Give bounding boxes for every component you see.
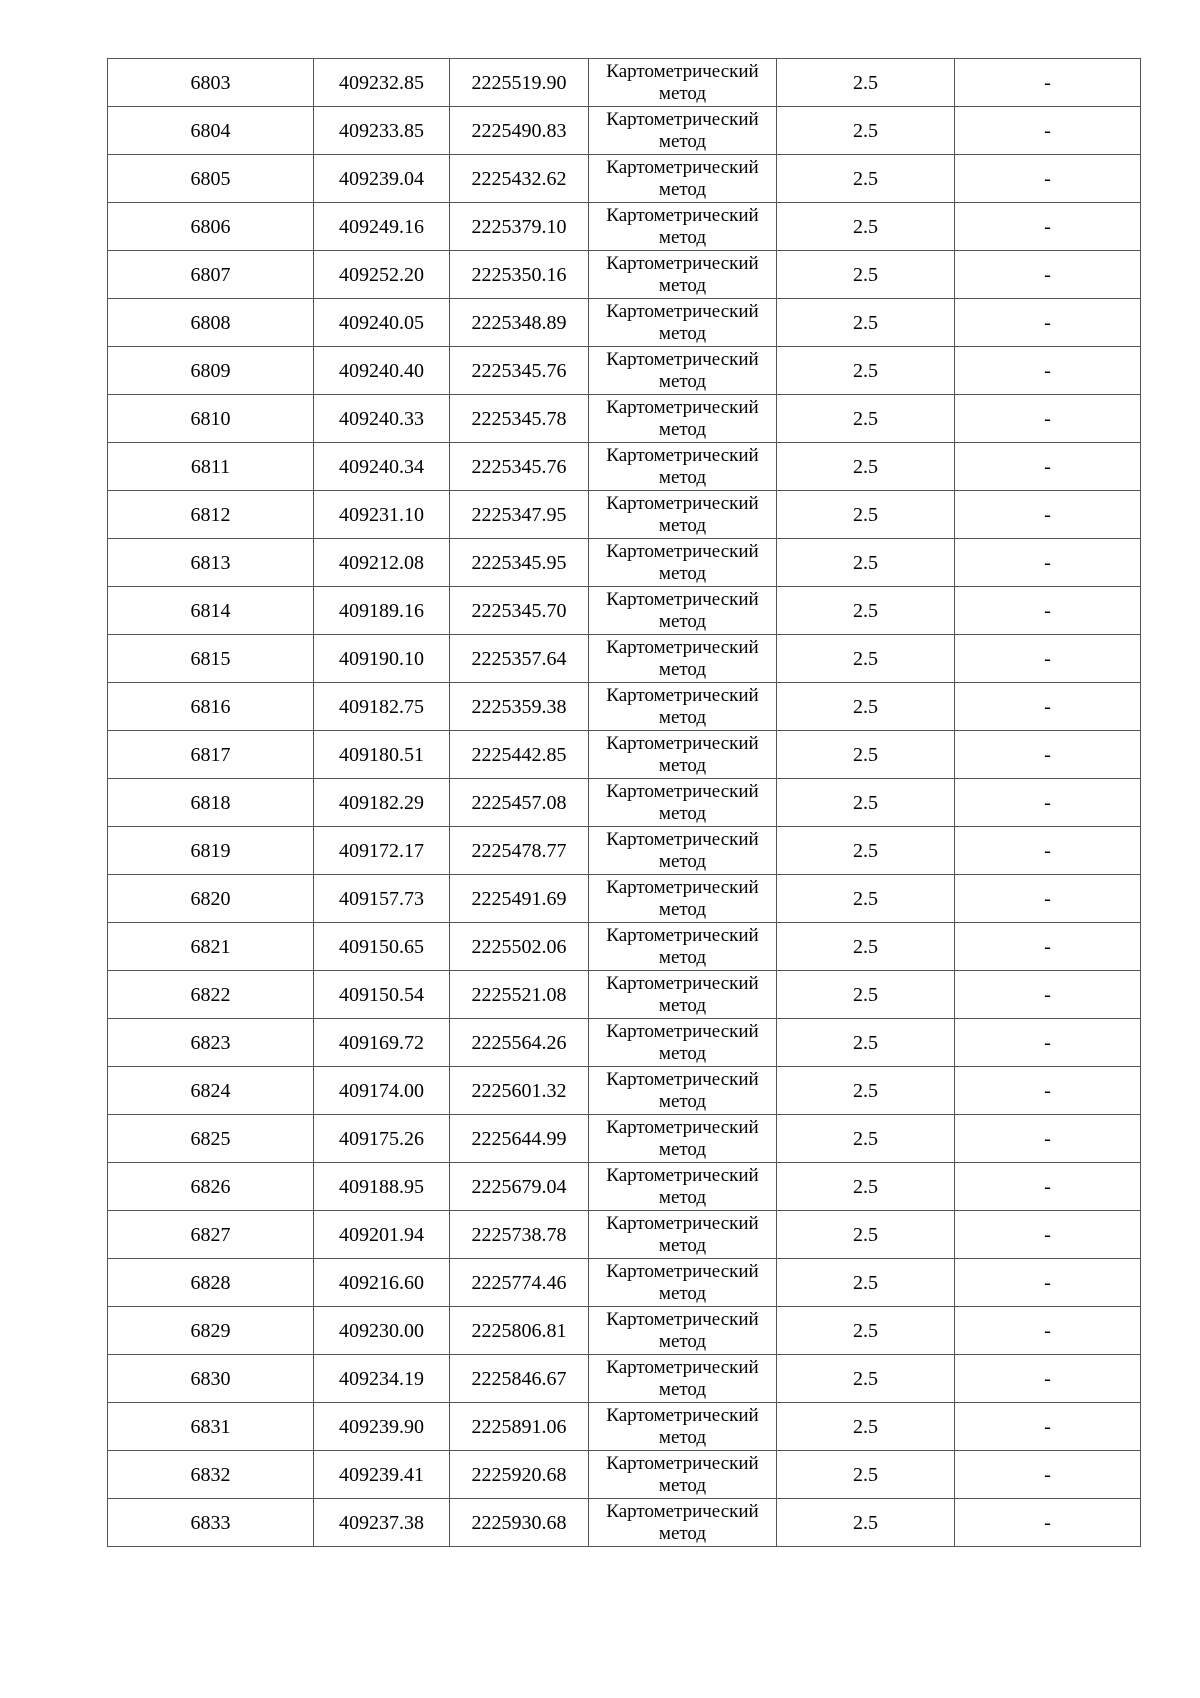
method-line-2: метод <box>658 1474 707 1496</box>
method-line-2: метод <box>658 898 707 920</box>
method-line-2: метод <box>658 322 707 344</box>
method-line-2: метод <box>658 1138 707 1160</box>
method-line-2: метод <box>658 130 707 152</box>
table-row <box>108 731 1141 779</box>
x-coordinate-cell: 409189.16 <box>314 587 450 635</box>
accuracy-cell: 2.5 <box>777 1163 955 1211</box>
method-line-2: метод <box>658 226 707 248</box>
method-cell <box>589 443 777 491</box>
table-row <box>108 827 1141 875</box>
y-coordinate-cell: 2225679.04 <box>450 1163 589 1211</box>
y-coordinate-cell: 2225345.76 <box>450 443 589 491</box>
method-line-1: Картометрический <box>606 300 759 322</box>
accuracy-cell: 2.5 <box>777 155 955 203</box>
table-row <box>108 1211 1141 1259</box>
x-coordinate-cell: 409169.72 <box>314 1019 450 1067</box>
point-number-cell: 6805 <box>108 155 314 203</box>
x-coordinate-cell: 409234.19 <box>314 1355 450 1403</box>
method-cell <box>589 1211 777 1259</box>
point-number-cell: 6806 <box>108 203 314 251</box>
accuracy-cell: 2.5 <box>777 1067 955 1115</box>
accuracy-cell: 2.5 <box>777 1307 955 1355</box>
accuracy-cell: 2.5 <box>777 491 955 539</box>
point-number-cell: 6833 <box>108 1499 314 1547</box>
note-cell: - <box>955 587 1141 635</box>
x-coordinate-cell: 409232.85 <box>314 59 450 107</box>
accuracy-cell: 2.5 <box>777 971 955 1019</box>
x-coordinate-cell: 409180.51 <box>314 731 450 779</box>
note-cell: - <box>955 1355 1141 1403</box>
method-line-1: Картометрический <box>606 684 759 706</box>
x-coordinate-cell: 409190.10 <box>314 635 450 683</box>
point-number-cell: 6818 <box>108 779 314 827</box>
coordinates-table <box>107 58 1141 1547</box>
method-line-1: Картометрический <box>606 828 759 850</box>
point-number-cell: 6832 <box>108 1451 314 1499</box>
accuracy-cell: 2.5 <box>777 59 955 107</box>
table-row <box>108 1259 1141 1307</box>
point-number-cell: 6820 <box>108 875 314 923</box>
x-coordinate-cell: 409249.16 <box>314 203 450 251</box>
table-row <box>108 59 1141 107</box>
accuracy-cell: 2.5 <box>777 395 955 443</box>
note-cell: - <box>955 1211 1141 1259</box>
method-cell <box>589 731 777 779</box>
table-row <box>108 1163 1141 1211</box>
x-coordinate-cell: 409172.17 <box>314 827 450 875</box>
table-row <box>108 1499 1141 1547</box>
accuracy-cell: 2.5 <box>777 1115 955 1163</box>
method-line-2: метод <box>658 178 707 200</box>
y-coordinate-cell: 2225457.08 <box>450 779 589 827</box>
point-number-cell: 6831 <box>108 1403 314 1451</box>
x-coordinate-cell: 409239.41 <box>314 1451 450 1499</box>
method-cell <box>589 203 777 251</box>
accuracy-cell: 2.5 <box>777 107 955 155</box>
method-line-2: метод <box>658 994 707 1016</box>
y-coordinate-cell: 2225644.99 <box>450 1115 589 1163</box>
method-line-2: метод <box>658 802 707 824</box>
y-coordinate-cell: 2225491.69 <box>450 875 589 923</box>
method-line-2: метод <box>658 418 707 440</box>
table-row <box>108 875 1141 923</box>
method-line-1: Картометрический <box>606 1500 759 1522</box>
table-row <box>108 107 1141 155</box>
x-coordinate-cell: 409175.26 <box>314 1115 450 1163</box>
accuracy-cell: 2.5 <box>777 587 955 635</box>
method-cell <box>589 779 777 827</box>
method-cell <box>589 347 777 395</box>
table-row <box>108 347 1141 395</box>
method-line-2: метод <box>658 706 707 728</box>
method-line-1: Картометрический <box>606 1356 759 1378</box>
table-row <box>108 1451 1141 1499</box>
table-row <box>108 1115 1141 1163</box>
method-cell <box>589 59 777 107</box>
y-coordinate-cell: 2225357.64 <box>450 635 589 683</box>
method-cell <box>589 875 777 923</box>
note-cell: - <box>955 539 1141 587</box>
table-row <box>108 203 1141 251</box>
note-cell: - <box>955 1403 1141 1451</box>
x-coordinate-cell: 409182.75 <box>314 683 450 731</box>
note-cell: - <box>955 155 1141 203</box>
table-row <box>108 1067 1141 1115</box>
point-number-cell: 6816 <box>108 683 314 731</box>
point-number-cell: 6807 <box>108 251 314 299</box>
method-line-1: Картометрический <box>606 1116 759 1138</box>
accuracy-cell: 2.5 <box>777 347 955 395</box>
method-cell <box>589 587 777 635</box>
method-line-2: метод <box>658 850 707 872</box>
method-cell <box>589 1019 777 1067</box>
table-row <box>108 1307 1141 1355</box>
table-row <box>108 1403 1141 1451</box>
y-coordinate-cell: 2225502.06 <box>450 923 589 971</box>
table-row <box>108 635 1141 683</box>
note-cell: - <box>955 1307 1141 1355</box>
note-cell: - <box>955 443 1141 491</box>
point-number-cell: 6804 <box>108 107 314 155</box>
method-line-2: метод <box>658 1282 707 1304</box>
note-cell: - <box>955 1115 1141 1163</box>
note-cell: - <box>955 251 1141 299</box>
method-cell <box>589 1259 777 1307</box>
method-line-2: метод <box>658 1378 707 1400</box>
x-coordinate-cell: 409231.10 <box>314 491 450 539</box>
point-number-cell: 6821 <box>108 923 314 971</box>
x-coordinate-cell: 409201.94 <box>314 1211 450 1259</box>
method-line-1: Картометрический <box>606 732 759 754</box>
note-cell: - <box>955 923 1141 971</box>
method-line-1: Картометрический <box>606 444 759 466</box>
y-coordinate-cell: 2225348.89 <box>450 299 589 347</box>
table-row <box>108 683 1141 731</box>
table-row <box>108 491 1141 539</box>
method-line-2: метод <box>658 370 707 392</box>
accuracy-cell: 2.5 <box>777 1355 955 1403</box>
note-cell: - <box>955 635 1141 683</box>
accuracy-cell: 2.5 <box>777 1499 955 1547</box>
method-line-1: Картометрический <box>606 924 759 946</box>
accuracy-cell: 2.5 <box>777 251 955 299</box>
point-number-cell: 6822 <box>108 971 314 1019</box>
method-line-2: метод <box>658 1426 707 1448</box>
table-row <box>108 971 1141 1019</box>
method-line-1: Картометрический <box>606 588 759 610</box>
method-line-1: Картометрический <box>606 1452 759 1474</box>
method-cell <box>589 1355 777 1403</box>
method-line-1: Картометрический <box>606 1404 759 1426</box>
point-number-cell: 6828 <box>108 1259 314 1307</box>
y-coordinate-cell: 2225442.85 <box>450 731 589 779</box>
method-cell <box>589 1499 777 1547</box>
method-line-1: Картометрический <box>606 252 759 274</box>
method-cell <box>589 971 777 1019</box>
method-line-1: Картометрический <box>606 636 759 658</box>
method-line-1: Картометрический <box>606 780 759 802</box>
method-line-2: метод <box>658 1042 707 1064</box>
accuracy-cell: 2.5 <box>777 1211 955 1259</box>
point-number-cell: 6810 <box>108 395 314 443</box>
x-coordinate-cell: 409216.60 <box>314 1259 450 1307</box>
method-line-1: Картометрический <box>606 1164 759 1186</box>
method-cell <box>589 251 777 299</box>
y-coordinate-cell: 2225521.08 <box>450 971 589 1019</box>
table-row <box>108 155 1141 203</box>
point-number-cell: 6803 <box>108 59 314 107</box>
method-line-2: метод <box>658 946 707 968</box>
x-coordinate-cell: 409188.95 <box>314 1163 450 1211</box>
point-number-cell: 6829 <box>108 1307 314 1355</box>
y-coordinate-cell: 2225478.77 <box>450 827 589 875</box>
accuracy-cell: 2.5 <box>777 1403 955 1451</box>
x-coordinate-cell: 409230.00 <box>314 1307 450 1355</box>
method-line-2: метод <box>658 1522 707 1544</box>
method-line-2: метод <box>658 466 707 488</box>
note-cell: - <box>955 347 1141 395</box>
method-line-1: Картометрический <box>606 1020 759 1042</box>
y-coordinate-cell: 2225891.06 <box>450 1403 589 1451</box>
table-row <box>108 251 1141 299</box>
accuracy-cell: 2.5 <box>777 203 955 251</box>
note-cell: - <box>955 299 1141 347</box>
y-coordinate-cell: 2225774.46 <box>450 1259 589 1307</box>
method-line-1: Картометрический <box>606 1260 759 1282</box>
y-coordinate-cell: 2225930.68 <box>450 1499 589 1547</box>
y-coordinate-cell: 2225432.62 <box>450 155 589 203</box>
x-coordinate-cell: 409157.73 <box>314 875 450 923</box>
accuracy-cell: 2.5 <box>777 1259 955 1307</box>
point-number-cell: 6809 <box>108 347 314 395</box>
accuracy-cell: 2.5 <box>777 539 955 587</box>
note-cell: - <box>955 1019 1141 1067</box>
method-line-1: Картометрический <box>606 348 759 370</box>
point-number-cell: 6812 <box>108 491 314 539</box>
note-cell: - <box>955 875 1141 923</box>
method-cell <box>589 1067 777 1115</box>
note-cell: - <box>955 491 1141 539</box>
point-number-cell: 6811 <box>108 443 314 491</box>
y-coordinate-cell: 2225738.78 <box>450 1211 589 1259</box>
table-row <box>108 299 1141 347</box>
point-number-cell: 6825 <box>108 1115 314 1163</box>
x-coordinate-cell: 409240.34 <box>314 443 450 491</box>
method-line-1: Картометрический <box>606 156 759 178</box>
method-line-1: Картометрический <box>606 540 759 562</box>
point-number-cell: 6808 <box>108 299 314 347</box>
method-line-1: Картометрический <box>606 972 759 994</box>
method-cell <box>589 539 777 587</box>
y-coordinate-cell: 2225490.83 <box>450 107 589 155</box>
accuracy-cell: 2.5 <box>777 683 955 731</box>
x-coordinate-cell: 409233.85 <box>314 107 450 155</box>
x-coordinate-cell: 409240.33 <box>314 395 450 443</box>
method-line-2: метод <box>658 1234 707 1256</box>
x-coordinate-cell: 409237.38 <box>314 1499 450 1547</box>
coordinates-table-body <box>108 59 1141 1547</box>
method-line-1: Картометрический <box>606 1068 759 1090</box>
y-coordinate-cell: 2225601.32 <box>450 1067 589 1115</box>
method-line-1: Картометрический <box>606 60 759 82</box>
y-coordinate-cell: 2225920.68 <box>450 1451 589 1499</box>
x-coordinate-cell: 409240.05 <box>314 299 450 347</box>
x-coordinate-cell: 409174.00 <box>314 1067 450 1115</box>
method-cell <box>589 1451 777 1499</box>
y-coordinate-cell: 2225347.95 <box>450 491 589 539</box>
method-cell <box>589 635 777 683</box>
accuracy-cell: 2.5 <box>777 875 955 923</box>
note-cell: - <box>955 731 1141 779</box>
y-coordinate-cell: 2225345.95 <box>450 539 589 587</box>
point-number-cell: 6813 <box>108 539 314 587</box>
point-number-cell: 6827 <box>108 1211 314 1259</box>
point-number-cell: 6826 <box>108 1163 314 1211</box>
table-row <box>108 923 1141 971</box>
method-line-1: Картометрический <box>606 876 759 898</box>
accuracy-cell: 2.5 <box>777 923 955 971</box>
note-cell: - <box>955 203 1141 251</box>
point-number-cell: 6817 <box>108 731 314 779</box>
note-cell: - <box>955 1451 1141 1499</box>
method-line-1: Картометрический <box>606 1212 759 1234</box>
y-coordinate-cell: 2225345.70 <box>450 587 589 635</box>
y-coordinate-cell: 2225359.38 <box>450 683 589 731</box>
x-coordinate-cell: 409212.08 <box>314 539 450 587</box>
method-cell <box>589 827 777 875</box>
method-line-1: Картометрический <box>606 204 759 226</box>
method-cell <box>589 107 777 155</box>
point-number-cell: 6819 <box>108 827 314 875</box>
method-line-2: метод <box>658 1330 707 1352</box>
note-cell: - <box>955 683 1141 731</box>
x-coordinate-cell: 409252.20 <box>314 251 450 299</box>
note-cell: - <box>955 1499 1141 1547</box>
method-line-2: метод <box>658 658 707 680</box>
method-line-2: метод <box>658 1090 707 1112</box>
method-cell <box>589 923 777 971</box>
note-cell: - <box>955 1163 1141 1211</box>
method-cell <box>589 683 777 731</box>
accuracy-cell: 2.5 <box>777 731 955 779</box>
table-row <box>108 1355 1141 1403</box>
table-row <box>108 587 1141 635</box>
note-cell: - <box>955 1067 1141 1115</box>
method-line-2: метод <box>658 82 707 104</box>
accuracy-cell: 2.5 <box>777 779 955 827</box>
accuracy-cell: 2.5 <box>777 299 955 347</box>
y-coordinate-cell: 2225846.67 <box>450 1355 589 1403</box>
method-cell <box>589 1403 777 1451</box>
point-number-cell: 6815 <box>108 635 314 683</box>
y-coordinate-cell: 2225806.81 <box>450 1307 589 1355</box>
table-row <box>108 779 1141 827</box>
table-row <box>108 539 1141 587</box>
method-line-2: метод <box>658 562 707 584</box>
note-cell: - <box>955 779 1141 827</box>
accuracy-cell: 2.5 <box>777 635 955 683</box>
accuracy-cell: 2.5 <box>777 1019 955 1067</box>
method-cell <box>589 1307 777 1355</box>
table-row <box>108 395 1141 443</box>
accuracy-cell: 2.5 <box>777 443 955 491</box>
method-cell <box>589 395 777 443</box>
method-line-2: метод <box>658 610 707 632</box>
method-cell <box>589 299 777 347</box>
note-cell: - <box>955 59 1141 107</box>
method-line-2: метод <box>658 514 707 536</box>
method-line-2: метод <box>658 274 707 296</box>
x-coordinate-cell: 409182.29 <box>314 779 450 827</box>
note-cell: - <box>955 827 1141 875</box>
method-line-2: метод <box>658 754 707 776</box>
accuracy-cell: 2.5 <box>777 1451 955 1499</box>
method-line-2: метод <box>658 1186 707 1208</box>
y-coordinate-cell: 2225519.90 <box>450 59 589 107</box>
y-coordinate-cell: 2225350.16 <box>450 251 589 299</box>
y-coordinate-cell: 2225379.10 <box>450 203 589 251</box>
note-cell: - <box>955 1259 1141 1307</box>
y-coordinate-cell: 2225345.78 <box>450 395 589 443</box>
method-line-1: Картометрический <box>606 1308 759 1330</box>
point-number-cell: 6814 <box>108 587 314 635</box>
method-cell <box>589 1115 777 1163</box>
y-coordinate-cell: 2225345.76 <box>450 347 589 395</box>
method-line-1: Картометрический <box>606 108 759 130</box>
x-coordinate-cell: 409239.04 <box>314 155 450 203</box>
point-number-cell: 6830 <box>108 1355 314 1403</box>
table-row <box>108 1019 1141 1067</box>
x-coordinate-cell: 409239.90 <box>314 1403 450 1451</box>
note-cell: - <box>955 107 1141 155</box>
point-number-cell: 6824 <box>108 1067 314 1115</box>
method-cell <box>589 155 777 203</box>
accuracy-cell: 2.5 <box>777 827 955 875</box>
method-cell <box>589 1163 777 1211</box>
x-coordinate-cell: 409240.40 <box>314 347 450 395</box>
method-line-1: Картометрический <box>606 492 759 514</box>
x-coordinate-cell: 409150.54 <box>314 971 450 1019</box>
note-cell: - <box>955 971 1141 1019</box>
table-row <box>108 443 1141 491</box>
note-cell: - <box>955 395 1141 443</box>
x-coordinate-cell: 409150.65 <box>314 923 450 971</box>
point-number-cell: 6823 <box>108 1019 314 1067</box>
method-line-1: Картометрический <box>606 396 759 418</box>
method-cell <box>589 491 777 539</box>
y-coordinate-cell: 2225564.26 <box>450 1019 589 1067</box>
